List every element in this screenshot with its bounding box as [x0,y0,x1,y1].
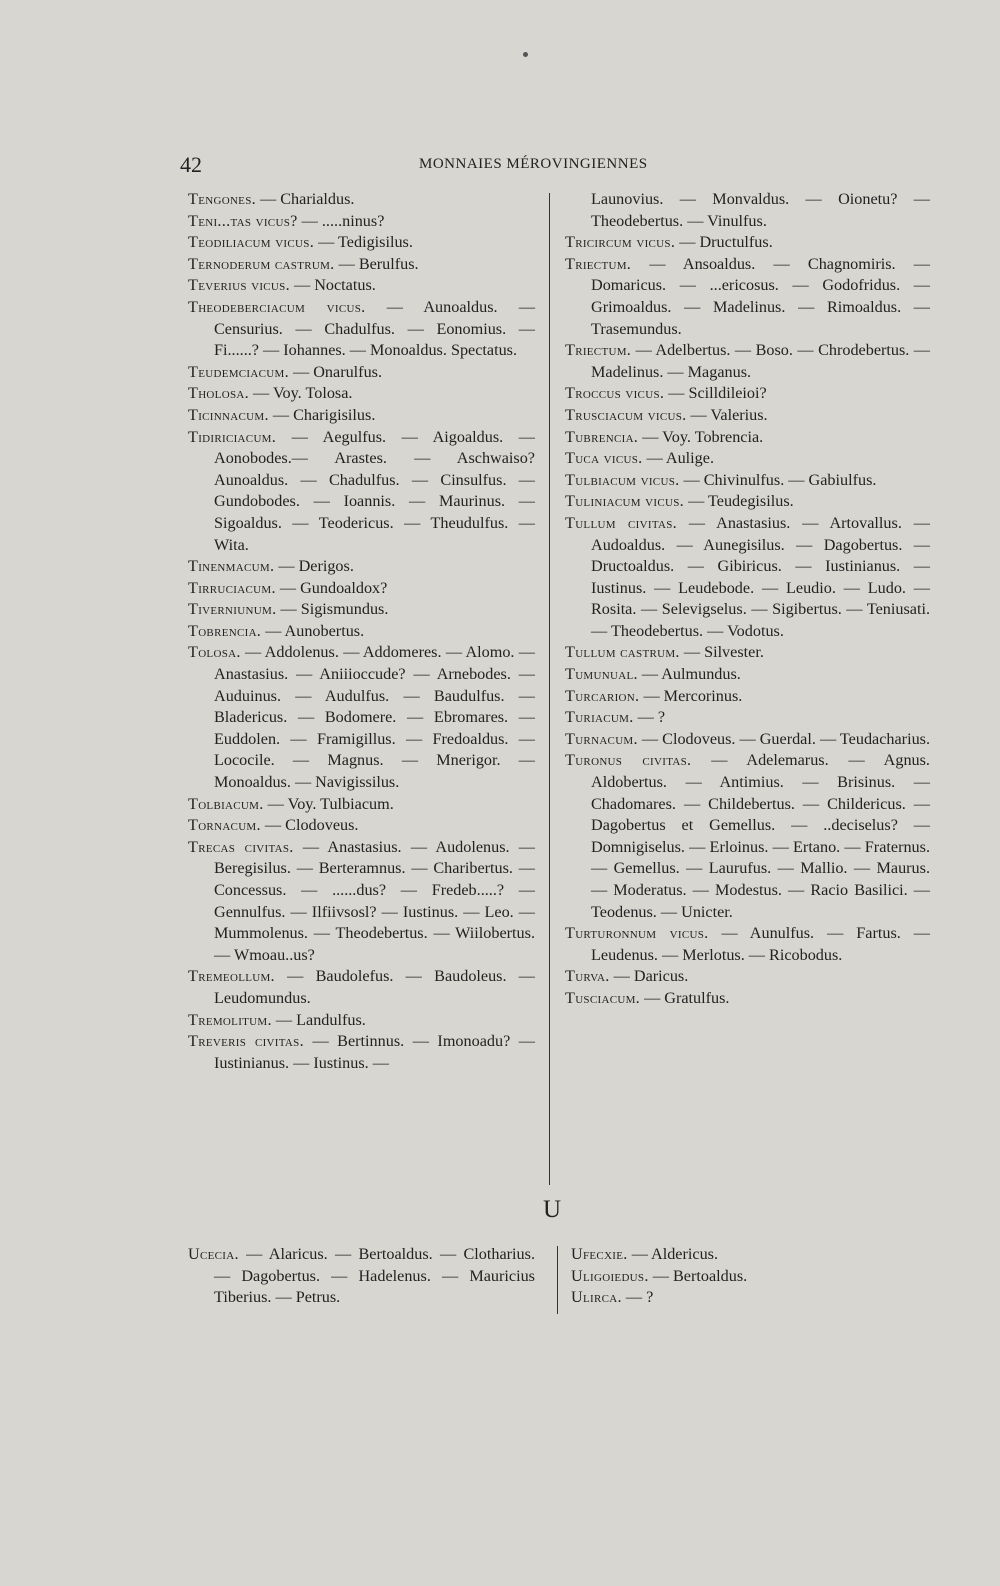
place-name: Ticinnacum. [188,405,269,424]
moneyer-names: — Addolenus. — Addomeres. — Alomo. — Anastasius. — Aniiioccude? — Arnebodes. — Auduinus. — Audulfus. — Baudulfus. — Bladericus. — Bodomere. — Ebromares. — Euddolen. — Framigillus. — Fredoaldus. — Lococile. — Magnus. — Mnerigor. — Monoaldus. — Navigissilus. [214,643,535,792]
moneyer-names: — ? [633,708,666,727]
place-name: Tullum civitas. [565,513,677,532]
place-name: Tholosa. [188,384,249,403]
place-name: Teni...tas vicus? [188,211,298,230]
index-entry [188,1010,535,1032]
place-name: Ucecia. [188,1245,239,1263]
moneyer-names: — Voy. Tolosa. [248,384,353,403]
index-entry [188,578,535,600]
moneyer-names: — Bertoaldus. [648,1266,748,1285]
index-entry [565,448,930,470]
place-name: Ternoderum castrum. [188,254,335,273]
place-name: Treveris civitas. [188,1032,304,1051]
moneyer-names: — Scilldileioi? [664,384,767,403]
place-name: Tinenmacum. [188,557,275,576]
left-column [188,189,535,1074]
place-name: Tullum castrum. [565,643,680,662]
place-name: Turcarion. [565,686,640,705]
place-name: Teodiliacum vicus. [188,233,315,252]
moneyer-names: — Aulmundus. [637,665,741,684]
index-entry [565,491,930,513]
moneyer-names: — Alaricus. — Bertoaldus. — Clotharius. — Dagobertus. — Hadelenus. — Mauricius Tiberius. — Petrus. [214,1245,535,1307]
page-number: 42 [180,152,202,177]
moneyer-names: — Aldericus. [627,1245,719,1263]
moneyer-names: — Aunoaldus. — Censurius. — Chadulfus. — Eonomius. — Fi......? — Iohannes. — Monoaldus. Spectatus. [214,297,536,360]
index-entry [188,1244,535,1309]
ink-speck [523,52,528,57]
index-entry [565,750,930,923]
place-name: Uligoiedus. [571,1266,649,1285]
index-entry [565,513,930,643]
place-name: Turiacum. [565,708,634,727]
index-entry [188,427,535,557]
place-name: Ulirca. [571,1288,622,1307]
place-name: Tobrencia. [188,621,262,640]
moneyer-names: — Daricus. [609,967,689,986]
place-name: Tricircum vicus. [565,233,676,252]
moneyer-names: — Noctatus. [289,276,376,295]
index-entry [188,794,535,816]
place-name: Tubrencia. [565,427,639,446]
index-entry [565,232,930,254]
right-column-entries [565,232,930,1009]
index-entry [565,427,930,449]
index-entry [188,621,535,643]
place-name: Tumunual. [565,665,638,684]
moneyer-names: — .....ninus? [297,211,385,230]
section-letter: U [543,1196,562,1223]
moneyer-names: — Charialdus. [255,190,355,208]
index-entry [565,254,930,340]
place-name: Turturonnum vicus. [565,924,709,943]
place-name: Theodeberciacum vicus. [188,297,366,316]
moneyer-names: — Voy. Tulbiacum. [263,794,394,813]
place-name: Triectum. [565,341,632,360]
section-column-divider [557,1246,558,1314]
index-entry [565,383,930,405]
moneyer-names: — Chivinulfus. — Gabiulfus. [679,470,877,489]
index-entry [188,405,535,427]
moneyer-names: — Voy. Tobrencia. [638,427,764,446]
moneyer-names: — Aulige. [642,449,715,468]
index-entry [188,189,535,211]
index-entry [565,664,930,686]
moneyer-names: — Onarulfus. [288,362,383,381]
moneyer-names: — Silvester. [679,643,764,662]
index-entry [188,362,535,384]
continuation-text: Launovius. — Monvaldus. — Oionetu? — Theodebertus. — Vinulfus. [591,190,930,230]
index-entry [565,470,930,492]
place-name: Tulbiacum vicus. [565,470,680,489]
index-entry [188,556,535,578]
index-entry [565,707,930,729]
moneyer-names: — Derigos. [274,557,354,576]
running-title: MONNAIES MÉROVINGIENNES [419,156,648,172]
moneyer-names: — Mercorinus. [639,686,743,705]
section-left-column [188,1244,535,1309]
moneyer-names: — Adelbertus. — Boso. — Chrodebertus. — Madelinus. — Maganus. [591,341,930,381]
moneyer-names: — Charigisilus. [268,405,376,424]
index-entry [571,1287,871,1309]
place-name: Tuca vicus. [565,449,643,468]
index-entry [188,297,535,362]
place-name: Tirruciacum. [188,578,276,597]
index-entry [565,966,930,988]
moneyer-names: — Aunobertus. [261,621,365,640]
index-entry [565,729,930,751]
moneyer-names: — Baudolefus. — Baudoleus. — Leudomundus. [214,967,535,1007]
moneyer-names: — Aegulfus. — Aigoaldus. — Aonobodes.— Arastes. — Aschwaiso? Aunoaldus. — Chadulfus. — Cinsulfus. — Gundobodes. — Ioannis. — Maurinus. — Sigoaldus. — Teodericus. — Theudulfus. — Wita. [214,427,535,554]
index-entry [565,340,930,383]
column-divider [549,193,550,1185]
place-name: Troccus vicus. [565,384,665,403]
index-entry [188,211,535,233]
index-entry [565,923,930,966]
index-entry [188,815,535,837]
place-name: Tremolitum. [188,1010,272,1029]
index-entry [188,642,535,793]
place-name: Turnacum. [565,729,638,748]
moneyer-names: — Landulfus. [271,1010,366,1029]
index-entry [188,599,535,621]
place-name: Turva. [565,967,610,986]
place-name: Tusciacum. [565,988,641,1007]
place-name: Teudemciacum. [188,362,289,381]
index-entry [571,1244,871,1266]
moneyer-names: — Ansoaldus. — Chagnomiris. — Domaricus. — ...ericosus. — Godofridus. — Grimoaldus. — Madelinus. — Rimoaldus. — Trasemundus. [591,254,930,338]
moneyer-names: — Gratulfus. [640,988,730,1007]
moneyer-names: — Aunulfus. — Fartus. — Leudenus. — Merlotus. — Ricobodus. [591,924,930,964]
moneyer-names: — Anastasius. — Artovallus. — Audoaldus. — Aunegisilus. — Dagobertus. — Dructoaldus. — Gibiricus. — Iustinianus. — Iustinus. — Leudebode. — Leudio. — Ludo. — Rosita. — Selevigselus. — Sigibertus. — Teniusati. — Theodebertus. — Vodotus. [591,513,930,640]
moneyer-names: — Adelemarus. — Agnus. Aldobertus. — Antimius. — Brisinus. — Chadomares. — Childebertus. — Childericus. — Dagobertus et Gemellus. — ..deciselus? — Domnigiselus. — Erloinus. — Ertano. — Fraternus. — Gemellus. — Laurufus. — Mallio. — Maurus. — Moderatus. — Modestus. — Racio Basilici. — Teodenus. — Unicter. [591,751,930,921]
moneyer-names: — Dructulfus. [675,233,773,252]
index-entry [188,1031,535,1074]
place-name: Tornacum. [188,816,261,835]
index-entry [565,642,930,664]
moneyer-names: — Bertinnus. — Imonoadu? — Iustinianus. — Iustinus. — [214,1032,535,1072]
moneyer-names: — Anastasius. — Audolenus. — Beregisilus. — Berteramnus. — Charibertus. — Concessus. — ......dus? — Fredeb.....? — Gennulfus. — Ilfiivsosl? — Iustinus. — Leo. — Mummolenus. — Theodebertus. — Wiilobertus. — Wmoau..us? [214,837,535,964]
place-name: Trecas civitas. [188,837,294,856]
moneyer-names: — Sigismundus. [276,600,389,619]
index-entry [188,254,535,276]
place-name: Tuliniacum vicus. [565,492,685,511]
moneyer-names: — Berulfus. [334,254,419,273]
place-name: Triectum. [565,254,632,273]
section-right-column [571,1244,871,1309]
moneyer-names: — Teudegisilus. [684,492,794,511]
place-name: Tolbiacum. [188,794,264,813]
place-name: Tidiriciacum. [188,427,277,446]
moneyer-names: — Clodoveus. — Guerdal. — Teudacharius. [637,729,931,748]
place-name: Tolosa. [188,643,241,662]
moneyer-names: — Clodoveus. [260,816,359,835]
place-name: Tremeollum. [188,967,275,986]
place-name: Teverius vicus. [188,276,290,295]
index-entry [188,383,535,405]
index-entry [571,1266,871,1288]
place-name: Tengones. [188,190,256,208]
moneyer-names: — Valerius. [686,405,768,424]
place-name: Trusciacum vicus. [565,405,687,424]
right-column [565,189,930,1010]
index-entry [188,275,535,297]
index-entry [188,837,535,967]
index-entry [565,988,930,1010]
moneyer-names: — ? [621,1288,654,1307]
place-name: Turonus civitas. [565,751,692,770]
moneyer-names: — Tedigisilus. [314,233,413,252]
index-entry [565,405,930,427]
index-entry [565,686,930,708]
page-header [180,152,680,182]
place-name: Ufecxie. [571,1245,628,1263]
place-name: Tiverniunum. [188,600,277,619]
index-entry [188,232,535,254]
index-entry [188,966,535,1009]
moneyer-names: — Gundoaldox? [275,578,388,597]
